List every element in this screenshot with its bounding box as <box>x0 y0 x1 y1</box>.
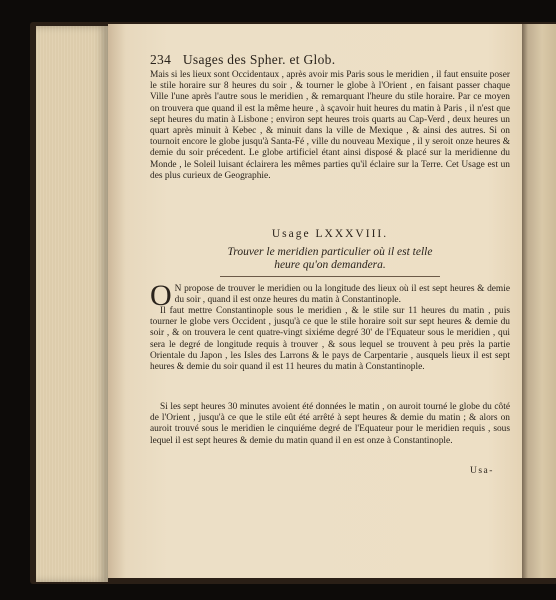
divider-rule <box>220 276 440 277</box>
page-number: 234 <box>150 52 172 67</box>
section-title <box>150 246 510 272</box>
paragraph-1: Mais si les lieux sont Occidentaux , après avoir mis Paris sous le meridien , il faut ensuite poser le stile horaire sur 8 heures du soir , & tourner le globe à l'Orient , en faisant passer chaque Ville l'une après l'autre sous le meridien , & remarquant l'heure du stile horaire. Par ce moyen on trouvera que quand il est la même heure , à sçavoir huit heures du matin à Paris , il n'est que sept heures du matin à Lisbone ; environ sept heures trois quarts au Cap-Verd , deux heures un quart après minuit à Kebec , & minuit dans la ville de Mexique , & ainsi des autres. Si on tournoit encore le globe jusqu'à Santa-Fé , ville du nouveau Mexique , il y seroit onze heures & demie du soir précedent. Le globe artificiel étant ainsi disposé & placé sur la meridienne du Monde , le Soleil luisant éclairera les mêmes parties qu'il éclaire sur la Terre. Cet Usage est un des plus curieux de Geographie. <box>150 70 510 181</box>
section-title-line-1: Trouver le meridien particulier où il est telle <box>227 246 433 258</box>
paragraph-3: Il faut mettre Constantinople sous le meridien , & le stile sur 11 heures du matin , puis tourner le globe vers Occident , jusqu'à ce que le stile horaire soit sur sept heures & demie du soir , & on trouvera le cent quatre-vingt sixiéme degré 30' de l'Equateur sous le meridien , qui sera le degré de longitude requis à trouver , & sous lequel se trouvent à peu près la partie Orientale du Japon , les Isles des Larrons & le pays de Carpentarie , ausquels lieux il est sept heures & demie du soir quand il est 11 heures du matin à Constantinople. <box>150 306 510 373</box>
drop-cap: O <box>150 279 172 312</box>
running-head <box>150 52 335 68</box>
section-title-line-2: heure qu'on demandera. <box>274 259 386 271</box>
facing-page-edge <box>522 24 556 578</box>
running-head-title: Usages des Spher. et Glob. <box>182 52 336 67</box>
paragraph-2-text: N propose de trouver le meridien ou la longitude des lieux où il est sept heures & demie du soir , quand il est onze heures du matin à Constantinople. <box>174 284 510 306</box>
usage-heading: Usage LXXXVIII. <box>271 228 389 240</box>
paragraph-4: Si les sept heures 30 minutes avoient été données le matin , on auroit tourné le globe du côté de l'Orient , jusqu'à ce que le stile eût été arrêté à sept heures & demie du matin ; & alors on auroit trouvé sous le meridien le cinquiéme degré de l'Equateur pour le meridien requis , sous lequel il est sept heures & demie du matin quand il en est onze à Constantinople. <box>150 402 510 446</box>
catchword: Usa- <box>470 466 494 476</box>
page-edges <box>36 26 108 582</box>
